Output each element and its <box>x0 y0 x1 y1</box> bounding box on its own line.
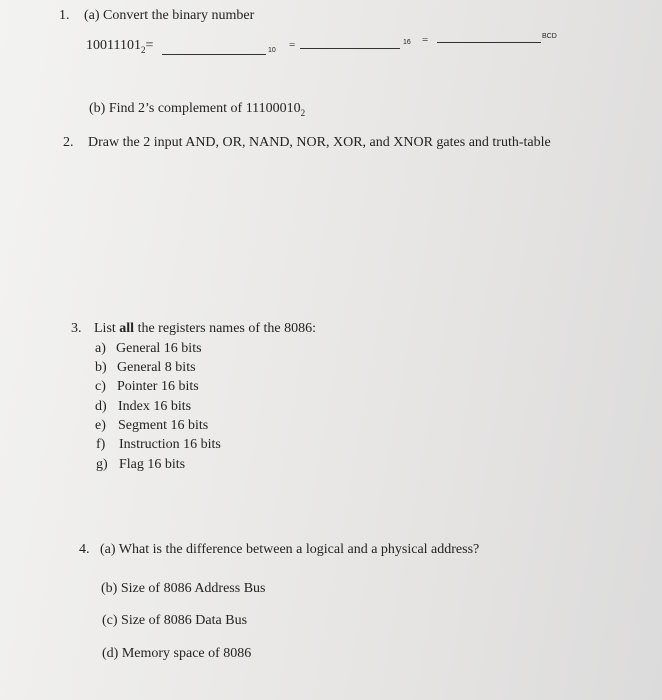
equals-sign-1: = <box>289 39 296 51</box>
register-item-marker: e) <box>95 418 106 433</box>
bcd-label: BCD <box>542 33 557 40</box>
register-item-marker: a) <box>95 341 106 356</box>
question-4-number: 4. <box>79 542 90 557</box>
question-3-number: 3. <box>71 321 82 336</box>
complement-base: 2 <box>300 107 306 118</box>
register-item: Pointer 16 bits <box>117 379 199 394</box>
question-1b-prompt <box>89 101 305 121</box>
register-item: General 8 bits <box>117 360 196 375</box>
question-4c-text: (c) Size of 8086 Data Bus <box>102 613 248 628</box>
hex-answer-line <box>300 48 400 49</box>
register-item: Segment 16 bits <box>118 418 209 433</box>
bcd-answer-line <box>437 42 541 43</box>
question-2-text: Draw the 2 input AND, OR, NAND, NOR, XOR, and XNOR gates and truth-table <box>88 135 551 150</box>
register-item-marker: d) <box>95 399 107 414</box>
binary-equals: = <box>145 38 154 53</box>
register-item-marker: c) <box>95 379 106 394</box>
register-item-marker: b) <box>95 360 107 375</box>
question-1-number: 1. <box>59 8 70 23</box>
complement-text: (b) Find 2’s complement of 11100010 <box>89 101 301 116</box>
register-item-marker: g) <box>96 457 108 472</box>
binary-base: 2 <box>140 44 146 55</box>
decimal-answer-line <box>162 54 266 55</box>
binary-number-input <box>86 38 153 58</box>
register-item-marker: f) <box>96 437 106 452</box>
question-2-number: 2. <box>63 135 74 150</box>
binary-value: 10011101 <box>86 38 141 53</box>
register-item: Index 16 bits <box>118 399 192 414</box>
equals-sign-2: = <box>422 34 429 46</box>
question-3-text-post: the registers names of the 8086: <box>134 321 317 336</box>
question-3-text <box>94 321 316 337</box>
question-3-text-bold: all <box>119 321 135 336</box>
question-4a-text: (a) What is the difference between a logical and a physical address? <box>100 542 480 557</box>
register-item: General 16 bits <box>116 341 202 356</box>
base-10-label: 10 <box>268 47 276 54</box>
question-4d-text: (d) Memory space of 8086 <box>102 646 252 661</box>
base-16-label: 16 <box>403 39 411 46</box>
register-item: Instruction 16 bits <box>119 437 221 452</box>
question-3-text-pre: List <box>94 321 120 336</box>
register-item: Flag 16 bits <box>119 457 186 472</box>
question-4b-text: (b) Size of 8086 Address Bus <box>101 581 266 596</box>
question-1a-prompt: (a) Convert the binary number <box>84 8 255 23</box>
